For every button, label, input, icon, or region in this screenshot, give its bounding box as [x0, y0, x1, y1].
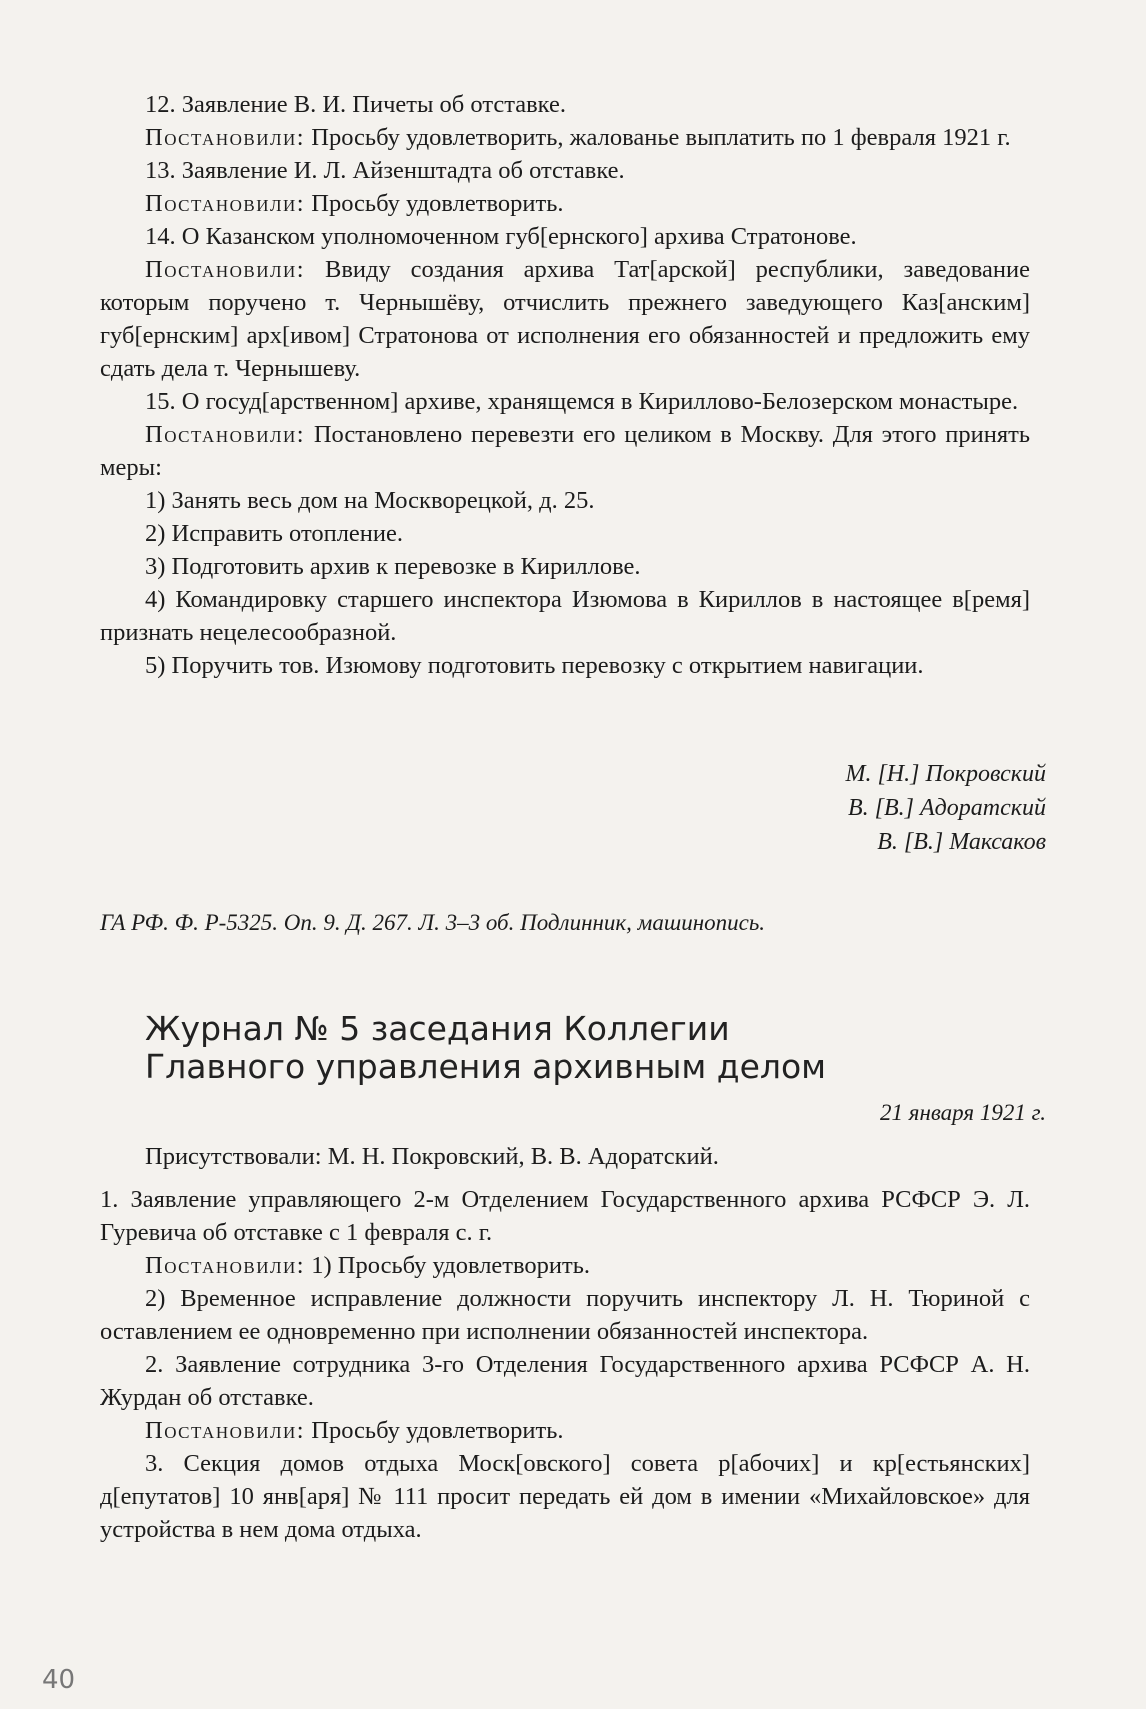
resolution-text: Постановлено перевезти его целиком в Москву. Для этого принять меры: — [100, 421, 1030, 481]
resolution-label: Постановили: — [145, 1252, 306, 1279]
heading-line-2: Главного управления архивным делом — [145, 1047, 827, 1086]
signature-maksakov: В. [В.] Максаков — [877, 829, 1046, 855]
measure-5: 5) Поручить тов. Изюмову подготовить перевозку с открытием навигации. — [145, 652, 924, 679]
signature-pokrovsky: М. [Н.] Покровский — [845, 761, 1046, 787]
bottom-item-1-resolution-2: 2) Временное исправление должности поручить инспектору Л. Н. Тюриной с оставлением ее одновременно при исполнении обязанностей инспектора. — [100, 1285, 1030, 1345]
bottom-item-1: 1. Заявление управляющего 2-м Отделением Государственного архива РСФСР Э. Л. Гуревича об отставке с 1 февраля с. г. — [100, 1186, 1030, 1246]
resolution-text: Ввиду создания архива Тат[арской] республики, заведование которым поручено т. Чернышёву, отчислить прежнего заведующего Каз[анским] губ[ернским] арх[ивом] Стратонова от исполнения его обязанностей и предложить ему сдать дела т. Чернышеву. — [100, 256, 1030, 382]
page-number: 40 — [42, 1665, 76, 1695]
item-15: 15. О госуд[арственном] архиве, хранящемся в Кириллово-Белозерском монастыре. — [145, 388, 1019, 415]
bottom-item-3: 3. Секция домов отдыха Моск[овского] совета р[абочих] и кр[естьянских] д[епутатов] 10 янв[аря] № 111 просит передать ей дом в имении «Михайловское» для устройства в нем дома отдыха. — [100, 1450, 1030, 1543]
measure-4: 4) Командировку старшего инспектора Изюмова в Кириллов в настоящее в[ремя] признать нецелесообразной. — [100, 586, 1030, 646]
resolution-text: 1) Просьбу удовлетворить. — [305, 1252, 591, 1279]
resolution-text: Просьбу удовлетворить. — [305, 1417, 564, 1444]
bottom-text-block — [100, 1140, 1030, 1546]
signature-adoratsky: В. [В.] Адоратский — [847, 795, 1046, 821]
present-line: Присутствовали: М. Н. Покровский, В. В. Адоратский. — [145, 1143, 719, 1170]
item-14-resolution — [100, 253, 1030, 385]
resolution-label: Постановили: — [145, 124, 306, 151]
meeting-date: 21 января 1921 г. — [880, 1100, 1046, 1125]
item-14: 14. О Казанском уполномоченном губ[ернского] архива Стратонове. — [145, 223, 857, 250]
resolution-label: Постановили: — [145, 421, 306, 448]
resolution-text: Просьбу удовлетворить, жалованье выплатить по 1 февраля 1921 г. — [305, 124, 1011, 151]
resolution-label: Постановили: — [145, 190, 306, 217]
bottom-item-1-resolution — [100, 1249, 1030, 1282]
archive-source: ГА РФ. Ф. Р-5325. Оп. 9. Д. 267. Л. 3–3 об. Подлинник, машинопись. — [100, 910, 766, 935]
measure-3: 3) Подготовить архив к перевозке в Кириллове. — [145, 553, 641, 580]
heading-line-1: Журнал № 5 заседания Коллегии — [145, 1009, 730, 1048]
item-12-resolution — [100, 121, 1030, 154]
item-12: 12. Заявление В. И. Пичеты об отставке. — [145, 91, 566, 118]
top-text-block — [100, 88, 1030, 682]
resolution-text: Просьбу удовлетворить. — [305, 190, 564, 217]
bottom-item-2-resolution — [100, 1414, 1030, 1447]
signatures — [845, 757, 1046, 859]
bottom-item-2: 2. Заявление сотрудника 3-го Отделения Государственного архива РСФСР А. Н. Журдан об отставке. — [100, 1351, 1030, 1411]
resolution-label: Постановили: — [145, 256, 306, 283]
item-13-resolution — [100, 187, 1030, 220]
item-15-resolution — [100, 418, 1030, 484]
item-13: 13. Заявление И. Л. Айзенштадта об отставке. — [145, 157, 625, 184]
journal-heading — [145, 1010, 826, 1086]
measure-2: 2) Исправить отопление. — [145, 520, 404, 547]
measure-1: 1) Занять весь дом на Москворецкой, д. 25. — [145, 487, 595, 514]
resolution-label: Постановили: — [145, 1417, 306, 1444]
